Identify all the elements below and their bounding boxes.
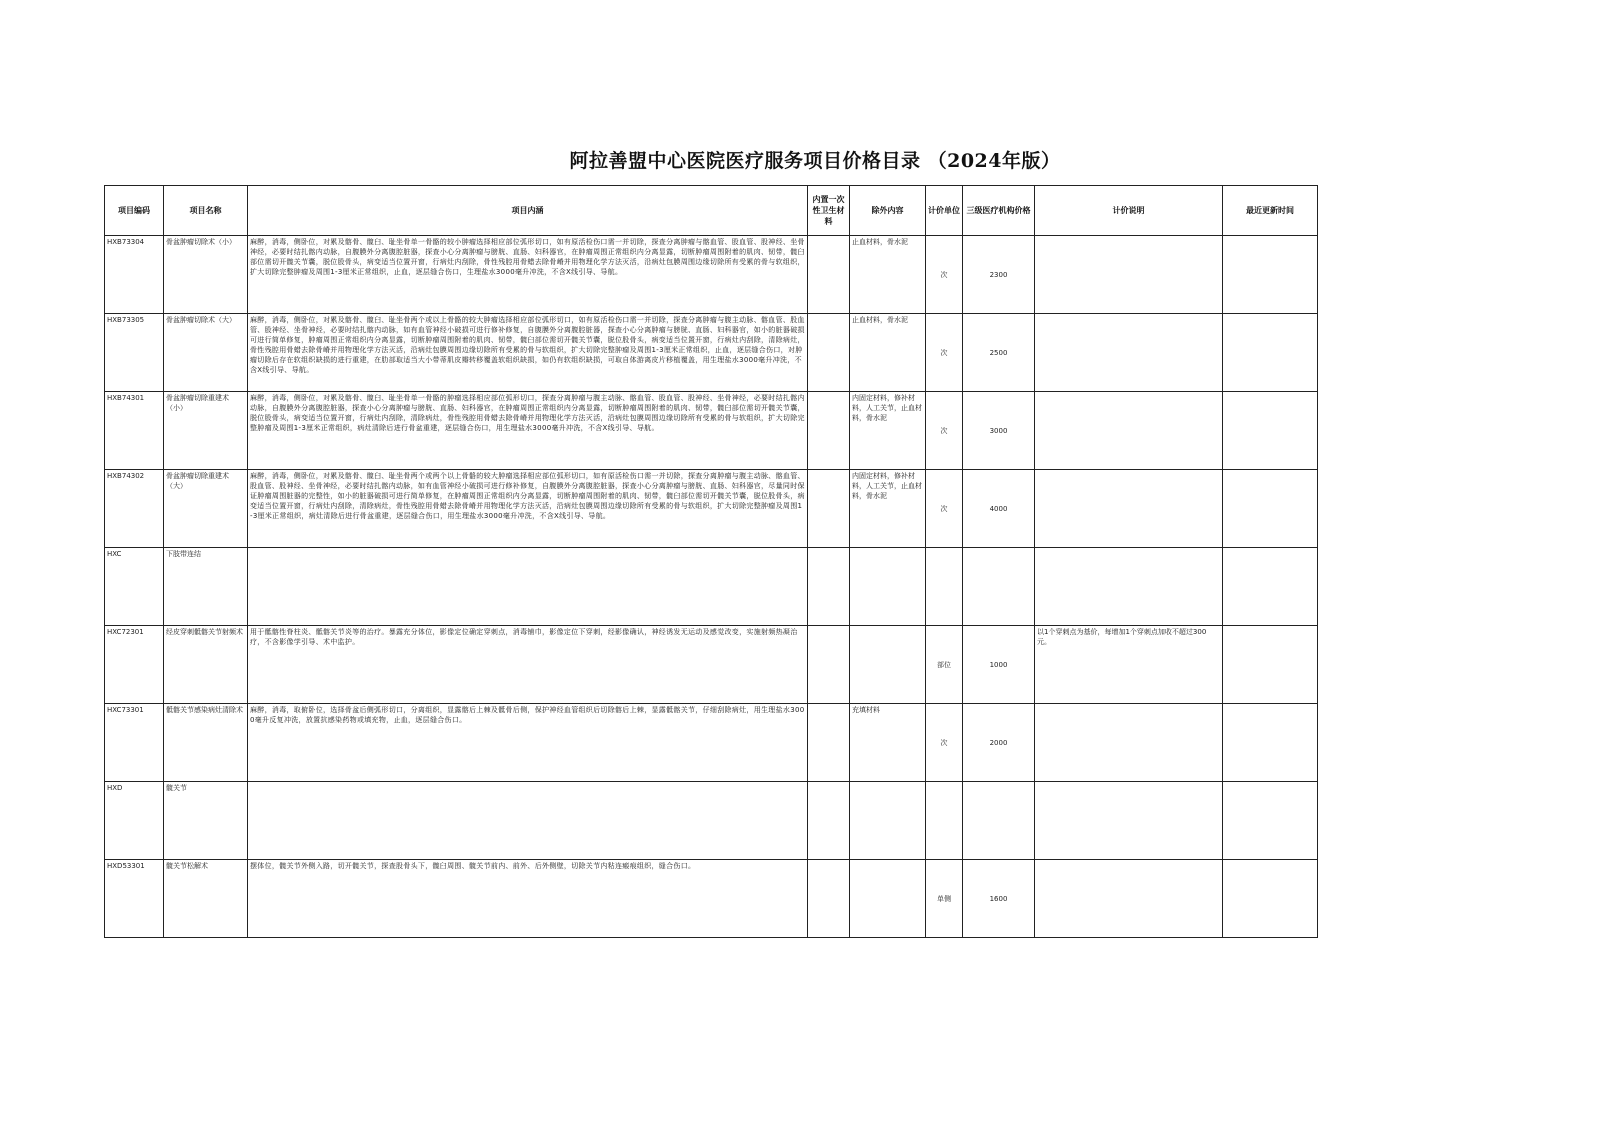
cell-consumables bbox=[808, 392, 850, 470]
cell-price: 1600 bbox=[963, 860, 1035, 938]
table-row bbox=[105, 782, 1318, 860]
cell-updated bbox=[1223, 860, 1318, 938]
cell-updated bbox=[1223, 704, 1318, 782]
cell-note bbox=[1035, 704, 1223, 782]
cell-code: HXC72301 bbox=[105, 626, 164, 704]
table-row bbox=[105, 236, 1318, 314]
cell-excluded bbox=[850, 860, 926, 938]
cell-content bbox=[248, 548, 808, 626]
cell-excluded: 充填材料 bbox=[850, 704, 926, 782]
cell-unit: 次 bbox=[926, 314, 963, 392]
price-table bbox=[104, 185, 1318, 938]
cell-name: 经皮穿刺骶髂关节射频术 bbox=[164, 626, 248, 704]
cell-price: 2000 bbox=[963, 704, 1035, 782]
header-updated: 最近更新时间 bbox=[1223, 186, 1318, 236]
cell-name: 下肢带连结 bbox=[164, 548, 248, 626]
cell-name: 骨盆肿瘤切除术（小） bbox=[164, 236, 248, 314]
cell-consumables bbox=[808, 860, 850, 938]
header-name: 项目名称 bbox=[164, 186, 248, 236]
cell-code: HXB73304 bbox=[105, 236, 164, 314]
cell-content: 麻醉，消毒，取俯卧位，选择骨盆后侧弧形切口，分离组织，显露髂后上棘及骶骨后侧，保护神经血管组织后切除髂后上棘，显露骶髂关节，仔细刮除病灶，用生理盐水3000毫升反复冲洗，放置抗感染药物或填充物，止血，逐层缝合伤口。 bbox=[248, 704, 808, 782]
cell-note bbox=[1035, 548, 1223, 626]
cell-note bbox=[1035, 236, 1223, 314]
table-row bbox=[105, 392, 1318, 470]
cell-unit bbox=[926, 782, 963, 860]
cell-name: 骨盆肿瘤切除重建术（大） bbox=[164, 470, 248, 548]
cell-code: HXC bbox=[105, 548, 164, 626]
cell-content: 麻醉，消毒，侧卧位，对累及髂骨、髋臼、耻坐骨单一骨骼的较小肿瘤选择相应部位弧形切口，如有原活检伤口需一并切除，探查分离肿瘤与髂血管、股血管、股神经、坐骨神经，必要时结扎髂内动脉，自腹膜外分离腹腔脏器，探查小心分离肿瘤与膀胱、直肠、妇科器官，在肿瘤周围正常组织内分离显露，切断肿瘤周围附着的肌肉、韧带，髋臼部位需切开髋关节囊，脱位股骨头，病变适当位置开窗，行病灶内刮除，骨性残腔用骨蜡去除骨嵴并用物理化学方法灭活，沿病灶包膜周围边缘切除所有受累的骨与软组织，扩大切除完整肿瘤及周围1-3厘米正常组织，止血，逐层缝合伤口，生理盐水3000毫升冲洗，不含X线引导、导航。 bbox=[248, 236, 808, 314]
cell-content: 麻醉，消毒，侧卧位，对累及髂骨、髋臼、耻坐骨两个或以上骨骼的较大肿瘤选择相应部位弧形切口，如有原活检伤口需一并切除，探查分离肿瘤与腹主动脉、髂血管、股血管、股神经、坐骨神经，必要时结扎髂内动脉，如有血管神经小破损可进行修补修复，自腹膜外分离腹腔脏器，探查小心分离肿瘤与膀胱、直肠、妇科器官，如小的脏器破损可进行简单修复，肿瘤周围正常组织内分离显露，切断肿瘤周围附着的肌肉、韧带，髋臼部位需切开髋关节囊，脱位股骨头，病变适当位置开窗，行病灶内刮除，清除病灶，骨性残腔用骨蜡去除骨嵴并用物理化学方法灭活，沿病灶包膜周围边缘切除所有受累的骨与软组织，扩大切除完整肿瘤及周围1-3厘米正常组织，止血，逐层缝合伤口，对肿瘤切除后存在软组织缺损的进行重建，在肋部取适当大小带蒂肌皮瓣转移覆盖软组织缺损，如仍有软组织缺损，可取自体游离皮片移植覆盖，用生理盐水3000毫升冲洗，不含X线引导、导航。 bbox=[248, 314, 808, 392]
cell-note bbox=[1035, 470, 1223, 548]
header-unit: 计价单位 bbox=[926, 186, 963, 236]
cell-excluded bbox=[850, 626, 926, 704]
cell-price: 3000 bbox=[963, 392, 1035, 470]
cell-name: 骨盆肿瘤切除术（大） bbox=[164, 314, 248, 392]
cell-code: HXD bbox=[105, 782, 164, 860]
cell-note bbox=[1035, 392, 1223, 470]
cell-consumables bbox=[808, 236, 850, 314]
cell-updated bbox=[1223, 236, 1318, 314]
cell-content: 麻醉，消毒，侧卧位，对累及髂骨、髋臼、耻坐骨单一骨骼的肿瘤选择相应部位弧形切口，探查分离肿瘤与腹主动脉、髂血管、股血管、股神经、坐骨神经，必要时结扎髂内动脉，自腹膜外分离腹腔脏器，探查小心分离肿瘤与膀胱、直肠、妇科器官，在肿瘤周围正常组织内分离显露，切断肿瘤周围附着的肌肉、韧带，髋臼部位需切开髋关节囊，脱位股骨头，病变适当位置开窗，行病灶内刮除，清除病灶，骨性残腔用骨蜡去除骨嵴并用物理化学方法灭活，沿病灶包膜周围边缘切除所有受累的骨与软组织，扩大切除完整肿瘤及周围1-3厘米正常组织，病灶清除后进行骨盆重建，逐层缝合伤口，用生理盐水3000毫升冲洗，不含X线引导、导航。 bbox=[248, 392, 808, 470]
cell-content bbox=[248, 782, 808, 860]
header-excluded: 除外内容 bbox=[850, 186, 926, 236]
cell-note bbox=[1035, 314, 1223, 392]
cell-excluded: 止血材料，骨水泥 bbox=[850, 314, 926, 392]
cell-consumables bbox=[808, 548, 850, 626]
cell-price: 1000 bbox=[963, 626, 1035, 704]
cell-excluded bbox=[850, 548, 926, 626]
cell-name: 骨盆肿瘤切除重建术（小） bbox=[164, 392, 248, 470]
cell-updated bbox=[1223, 626, 1318, 704]
cell-updated bbox=[1223, 548, 1318, 626]
cell-unit: 次 bbox=[926, 392, 963, 470]
cell-code: HXD53301 bbox=[105, 860, 164, 938]
cell-price: 4000 bbox=[963, 470, 1035, 548]
cell-code: HXB73305 bbox=[105, 314, 164, 392]
cell-updated bbox=[1223, 392, 1318, 470]
cell-name: 髋关节松解术 bbox=[164, 860, 248, 938]
cell-excluded: 内固定材料，修补材料，人工关节，止血材料，骨水泥 bbox=[850, 470, 926, 548]
cell-code: HXB74301 bbox=[105, 392, 164, 470]
cell-unit bbox=[926, 548, 963, 626]
cell-consumables bbox=[808, 782, 850, 860]
table-row bbox=[105, 704, 1318, 782]
cell-excluded: 止血材料，骨水泥 bbox=[850, 236, 926, 314]
header-note: 计价说明 bbox=[1035, 186, 1223, 236]
cell-consumables bbox=[808, 470, 850, 548]
cell-name: 骶髂关节感染病灶清除术 bbox=[164, 704, 248, 782]
table-row bbox=[105, 314, 1318, 392]
header-content: 项目内涵 bbox=[248, 186, 808, 236]
cell-consumables bbox=[808, 626, 850, 704]
document-title: 阿拉善盟中心医院医疗服务项目价格目录 （2024年版） bbox=[569, 150, 1061, 172]
cell-excluded bbox=[850, 782, 926, 860]
cell-price bbox=[963, 548, 1035, 626]
cell-price bbox=[963, 782, 1035, 860]
cell-code: HXB74302 bbox=[105, 470, 164, 548]
cell-price: 2500 bbox=[963, 314, 1035, 392]
cell-unit: 次 bbox=[926, 704, 963, 782]
table-row bbox=[105, 626, 1318, 704]
cell-note: 以1个穿刺点为基价，每增加1个穿刺点加收不超过300元。 bbox=[1035, 626, 1223, 704]
table-header-row bbox=[105, 186, 1318, 236]
cell-updated bbox=[1223, 782, 1318, 860]
cell-updated bbox=[1223, 314, 1318, 392]
cell-price: 2300 bbox=[963, 236, 1035, 314]
cell-excluded: 内固定材料，修补材料，人工关节，止血材料，骨水泥 bbox=[850, 392, 926, 470]
cell-consumables bbox=[808, 314, 850, 392]
cell-name: 髋关节 bbox=[164, 782, 248, 860]
cell-consumables bbox=[808, 704, 850, 782]
cell-unit: 次 bbox=[926, 470, 963, 548]
header-consumables: 内置一次性卫生材料 bbox=[808, 186, 850, 236]
cell-updated bbox=[1223, 470, 1318, 548]
cell-unit: 次 bbox=[926, 236, 963, 314]
cell-note bbox=[1035, 782, 1223, 860]
table-row bbox=[105, 548, 1318, 626]
table-row bbox=[105, 470, 1318, 548]
cell-unit: 部位 bbox=[926, 626, 963, 704]
cell-content: 用于骶髂性脊柱炎、骶髂关节炎等的治疗。暴露充分体位，影像定位确定穿刺点，消毒铺巾，影像定位下穿刺，经影像确认，神经诱发无运动及感觉改变，实施射频热凝治疗，不含影像学引导、术中监护。 bbox=[248, 626, 808, 704]
cell-content: 摆体位，髋关节外侧入路，切开髋关节，探查股骨头下，髋臼周围、髋关节前内、前外、后外侧壁，切除关节内粘连瘢痕组织，缝合伤口。 bbox=[248, 860, 808, 938]
header-price: 三级医疗机构价格 bbox=[963, 186, 1035, 236]
cell-code: HXC73301 bbox=[105, 704, 164, 782]
cell-content: 麻醉，消毒，侧卧位，对累及髂骨、髋臼、耻坐骨两个或两个以上骨骼的较大肿瘤选择相应部位弧形切口，如有原活检伤口需一并切除，探查分离肿瘤与腹主动脉、髂血管、股血管、股神经、坐骨神经，必要时结扎髂内动脉，如有血管神经小破损可进行修补修复，自腹膜外分离腹腔脏器，探查小心分离肿瘤与膀胱、直肠、妇科器官，尽量同时保证肿瘤周围脏器的完整性，如小的脏器破损可进行简单修复，在肿瘤周围正常组织内分离显露，切断肿瘤周围附着的肌肉、韧带，髋臼部位需切开髋关节囊，脱位股骨头，病变适当位置开窗，行病灶内刮除，清除病灶，骨性残腔用骨蜡去除骨嵴并用物理化学方法灭活，沿病灶包膜周围边缘切除所有受累的骨与软组织，扩大切除完整肿瘤及周围1-3厘米正常组织，病灶清除后进行骨盆重建，逐层缝合伤口，用生理盐水3000毫升冲洗，不含X线引导、导航。 bbox=[248, 470, 808, 548]
table-row bbox=[105, 860, 1318, 938]
header-code: 项目编码 bbox=[105, 186, 164, 236]
cell-note bbox=[1035, 860, 1223, 938]
cell-unit: 单侧 bbox=[926, 860, 963, 938]
